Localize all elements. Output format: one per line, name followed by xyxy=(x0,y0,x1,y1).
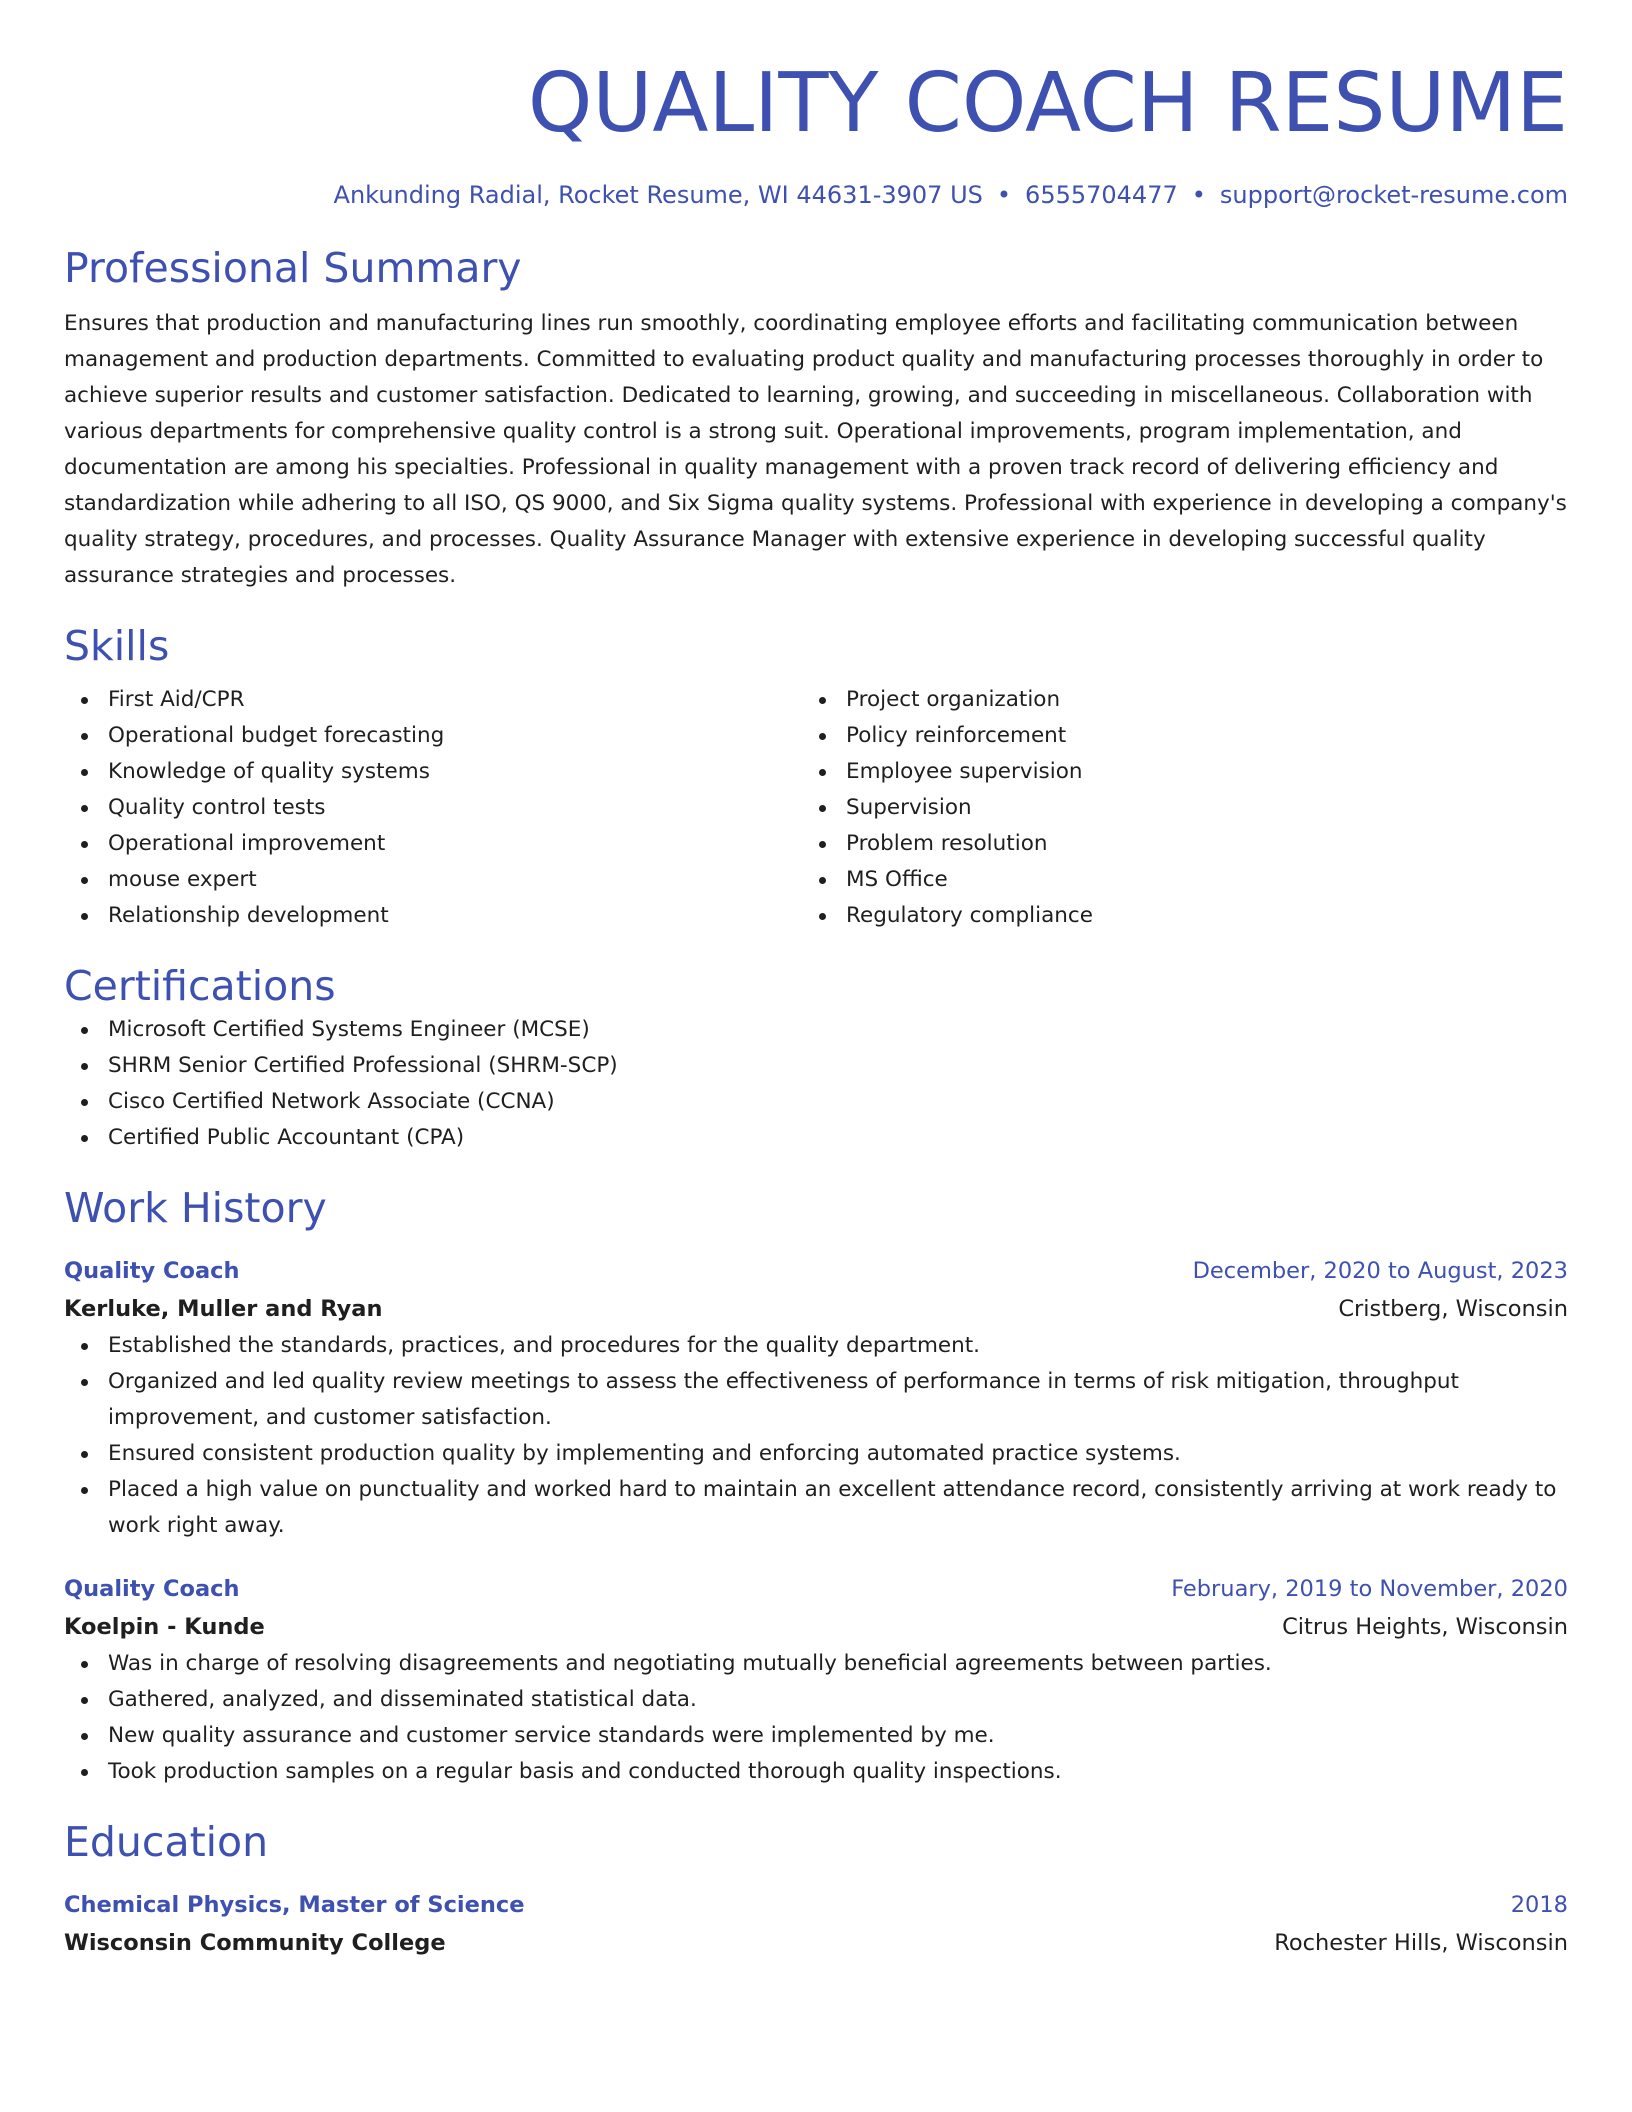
job-location: Citrus Heights, Wisconsin xyxy=(1282,1614,1568,1640)
job-bullet: Gathered, analyzed, and disseminated statistical data. xyxy=(108,1682,1568,1718)
certification-item: Certified Public Accountant (CPA) xyxy=(108,1120,1568,1156)
job-bullet: Was in charge of resolving disagreements and negotiating mutually beneficial agreements between parties. xyxy=(108,1646,1568,1682)
skills-list-left xyxy=(64,682,802,934)
job-bullet: Established the standards, practices, and procedures for the quality department. xyxy=(108,1328,1568,1364)
skill-item: Project organization xyxy=(846,682,1540,718)
job-company: Koelpin - Kunde xyxy=(64,1614,265,1640)
job-title-row xyxy=(64,1252,1568,1290)
education-degree-row xyxy=(64,1886,1568,1924)
job-dates: February, 2019 to November, 2020 xyxy=(1171,1576,1568,1602)
skill-item: First Aid/CPR xyxy=(108,682,802,718)
education-location: Rochester Hills, Wisconsin xyxy=(1274,1930,1568,1956)
contact-line xyxy=(64,178,1568,212)
job-bullet: Placed a high value on punctuality and worked hard to maintain an excellent attendance record, consistently arriving at work ready to work right away. xyxy=(108,1472,1568,1544)
education-school: Wisconsin Community College xyxy=(64,1930,446,1956)
certification-item: Microsoft Certified Systems Engineer (MCSE) xyxy=(108,1012,1568,1048)
contact-separator: • xyxy=(1191,181,1206,209)
job-title: Quality Coach xyxy=(64,1576,240,1602)
skill-item: Regulatory compliance xyxy=(846,898,1540,934)
job-bullets xyxy=(64,1328,1568,1544)
certification-item: SHRM Senior Certified Professional (SHRM-SCP) xyxy=(108,1048,1568,1084)
job-company: Kerluke, Muller and Ryan xyxy=(64,1296,383,1322)
summary-text: Ensures that production and manufacturing lines run smoothly, coordinating employee efforts and facilitating communication between management and production departments. Committed to evaluating product quality and manufacturing processes thoroughly in order to achieve superior results and customer satisfaction. Dedicated to learning, growing, and succeeding in miscellaneous. Collaboration with various departments for comprehensive quality control is a strong suit. Operational improvements, program implementation, and documentation are among his specialties. Professional in quality management with a proven track record of delivering efficiency and standardization while adhering to all ISO, QS 9000, and Six Sigma quality systems. Professional with experience in developing a company's quality strategy, procedures, and processes. Quality Assurance Manager with extensive experience in developing successful quality assurance strategies and processes. xyxy=(64,311,1567,588)
job-location: Cristberg, Wisconsin xyxy=(1338,1296,1568,1322)
job-title: Quality Coach xyxy=(64,1258,240,1284)
skill-item: Policy reinforcement xyxy=(846,718,1540,754)
certification-item: Cisco Certified Network Associate (CCNA) xyxy=(108,1084,1568,1120)
skills-column-right xyxy=(802,682,1540,934)
contact-address: Ankunding Radial, Rocket Resume, WI 44631-3907 US xyxy=(333,181,983,209)
skills-heading: Skills xyxy=(64,622,170,670)
certifications-heading: Certifications xyxy=(64,962,336,1010)
job-entry xyxy=(64,1252,1568,1544)
skill-item: Operational improvement xyxy=(108,826,802,862)
skills-column-left xyxy=(64,682,802,934)
education-entry xyxy=(64,1886,1568,1962)
contact-separator: • xyxy=(996,181,1012,209)
job-entry xyxy=(64,1570,1568,1790)
education-heading: Education xyxy=(64,1818,269,1866)
summary-heading: Professional Summary xyxy=(64,244,522,292)
skills-grid xyxy=(64,682,1568,934)
work-history-heading: Work History xyxy=(64,1184,327,1232)
resume-title: QUALITY COACH RESUME xyxy=(527,56,1568,151)
skill-item: Operational budget forecasting xyxy=(108,718,802,754)
job-bullet: Organized and led quality review meetings to assess the effectiveness of performance in terms of risk mitigation, throughput improvement, and customer satisfaction. xyxy=(108,1364,1568,1436)
job-bullet: Ensured consistent production quality by implementing and enforcing automated practice systems. xyxy=(108,1436,1568,1472)
skill-item: Relationship development xyxy=(108,898,802,934)
education-year: 2018 xyxy=(1510,1892,1568,1918)
skill-item: Problem resolution xyxy=(846,826,1540,862)
job-dates: December, 2020 to August, 2023 xyxy=(1192,1258,1568,1284)
contact-email[interactable]: support@rocket-resume.com xyxy=(1219,181,1568,209)
job-bullet: Took production samples on a regular basis and conducted thorough quality inspections. xyxy=(108,1754,1568,1790)
skill-item: Quality control tests xyxy=(108,790,802,826)
job-company-row xyxy=(64,1290,1568,1328)
contact-phone: 6555704477 xyxy=(1025,181,1178,209)
job-bullets xyxy=(64,1646,1568,1790)
job-title-row xyxy=(64,1570,1568,1608)
education-school-row xyxy=(64,1924,1568,1962)
skills-list-right xyxy=(802,682,1540,934)
certifications-list xyxy=(64,1012,1568,1156)
job-company-row xyxy=(64,1608,1568,1646)
skill-item: Knowledge of quality systems xyxy=(108,754,802,790)
skill-item: Supervision xyxy=(846,790,1540,826)
job-bullet: New quality assurance and customer service standards were implemented by me. xyxy=(108,1718,1568,1754)
skill-item: mouse expert xyxy=(108,862,802,898)
skill-item: Employee supervision xyxy=(846,754,1540,790)
education-degree: Chemical Physics, Master of Science xyxy=(64,1892,525,1918)
skill-item: MS Office xyxy=(846,862,1540,898)
